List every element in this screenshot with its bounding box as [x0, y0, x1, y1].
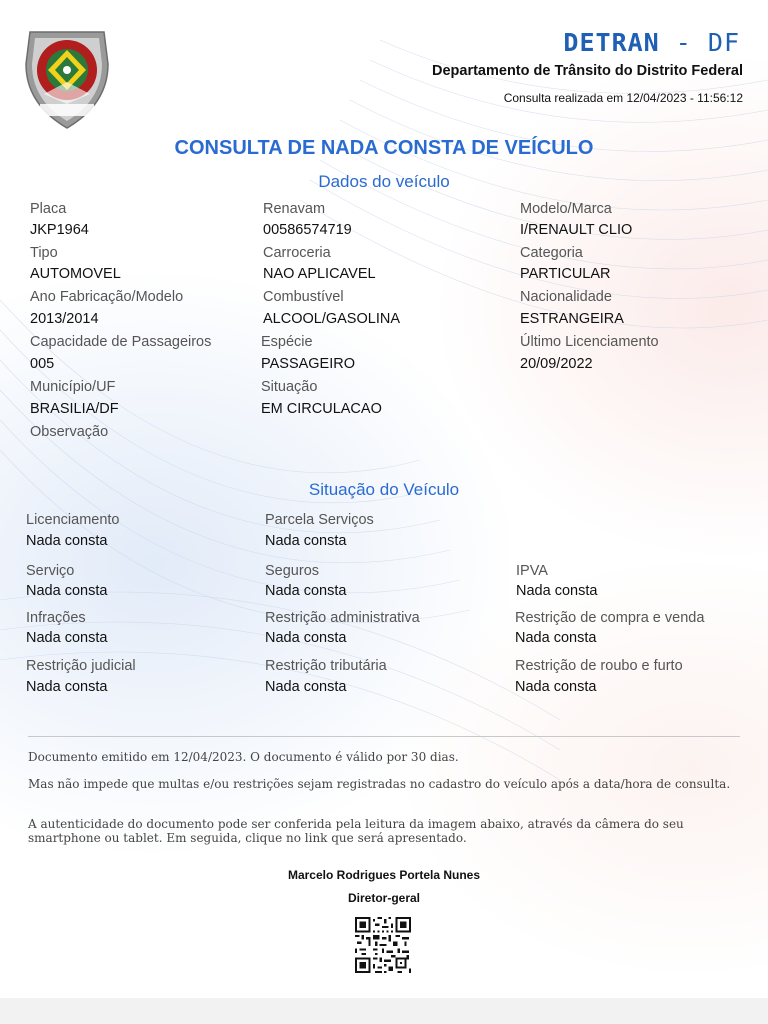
- carroceria-value: NAO APLICAVEL: [263, 266, 376, 282]
- authenticity-note: A autenticidade do documento pode ser conferida pela leitura da imagem abaixo, através da câmera do seu smartphone ou tablet. Em seguida, clique no link que será apresentado.: [28, 817, 684, 845]
- restricao-compra-venda-label: Restrição de compra e venda: [515, 610, 705, 626]
- signer-role: Diretor-geral: [347, 891, 421, 905]
- qr-code-icon[interactable]: [355, 917, 411, 973]
- document-title: CONSULTA DE NADA CONSTA DE VEÍCULO: [174, 137, 594, 159]
- vehicle-data-section-title: Dados do veículo: [318, 172, 450, 191]
- categoria-value: PARTICULAR: [520, 266, 611, 282]
- licenciamento-status-value: Nada consta: [26, 533, 108, 549]
- combustivel-label: Combustível: [263, 289, 344, 305]
- municipio-label: Município/UF: [30, 379, 116, 395]
- infracoes-value: Nada consta: [26, 630, 108, 646]
- placa-value: JKP1964: [30, 222, 89, 238]
- situacao-value: EM CIRCULACAO: [261, 401, 382, 417]
- restricao-judicial-label: Restrição judicial: [26, 658, 136, 674]
- combustivel-value: ALCOOL/GASOLINA: [263, 311, 400, 327]
- restricao-tributaria-value: Nada consta: [265, 679, 347, 695]
- tipo-value: AUTOMOVEL: [30, 266, 121, 282]
- licenciamento-status-label: Licenciamento: [26, 512, 120, 528]
- footer-divider: [28, 736, 740, 737]
- modelo-label: Modelo/Marca: [520, 201, 612, 217]
- especie-label: Espécie: [261, 334, 313, 350]
- brand-sub: DF: [707, 28, 740, 57]
- categoria-label: Categoria: [520, 245, 583, 261]
- restricao-roubo-furto-value: Nada consta: [515, 679, 597, 695]
- renavam-label: Renavam: [263, 201, 326, 217]
- ultimo-licenciamento-value: 20/09/2022: [520, 356, 593, 372]
- brand-main: DETRAN: [563, 28, 660, 57]
- situacao-label: Situação: [261, 379, 318, 395]
- restrictions-note: Mas não impede que multas e/ou restrições sejam registradas no cadastro do veículo após a data/hora de consulta.: [28, 777, 731, 791]
- ipva-value: Nada consta: [516, 583, 598, 599]
- brand-separator: -: [659, 28, 708, 57]
- restricao-tributaria-label: Restrição tributária: [265, 658, 387, 674]
- restricao-compra-venda-value: Nada consta: [515, 630, 597, 646]
- municipio-value: BRASILIA/DF: [30, 401, 119, 417]
- tipo-label: Tipo: [30, 245, 58, 261]
- signer-name: Marcelo Rodrigues Portela Nunes: [287, 868, 481, 882]
- restricao-judicial-value: Nada consta: [26, 679, 108, 695]
- carroceria-label: Carroceria: [263, 245, 331, 261]
- restricao-administrativa-value: Nada consta: [265, 630, 347, 646]
- infracoes-label: Infrações: [26, 610, 86, 626]
- restricao-roubo-furto-label: Restrição de roubo e furto: [515, 658, 683, 674]
- parcela-servicos-label: Parcela Serviços: [265, 512, 374, 528]
- parcela-servicos-value: Nada consta: [265, 533, 347, 549]
- ipva-label: IPVA: [516, 563, 548, 579]
- nacionalidade-value: ESTRANGEIRA: [520, 311, 624, 327]
- detran-df-brand: [563, 28, 740, 57]
- department-name: Departamento de Trânsito do Distrito Federal: [432, 63, 743, 79]
- modelo-value: I/RENAULT CLIO: [520, 222, 633, 238]
- renavam-value: 00586574719: [263, 222, 352, 238]
- vehicle-status-section-title: Situação do Veículo: [308, 480, 460, 499]
- nacionalidade-label: Nacionalidade: [520, 289, 612, 305]
- capacidade-value: 005: [30, 356, 55, 372]
- especie-value: PASSAGEIRO: [261, 356, 356, 372]
- seguros-label: Seguros: [265, 563, 320, 579]
- servico-value: Nada consta: [26, 583, 108, 599]
- observacao-label: Observação: [30, 424, 109, 440]
- capacidade-label: Capacidade de Passageiros: [30, 334, 212, 350]
- placa-label: Placa: [30, 201, 67, 217]
- servico-label: Serviço: [26, 563, 75, 579]
- ano-value: 2013/2014: [30, 311, 99, 327]
- ultimo-licenciamento-label: Último Licenciamento: [520, 334, 659, 350]
- validity-note: Documento emitido em 12/04/2023. O documento é válido por 30 dias.: [28, 750, 459, 764]
- ano-label: Ano Fabricação/Modelo: [30, 289, 184, 305]
- seguros-value: Nada consta: [265, 583, 347, 599]
- page-bottom-edge: [0, 998, 768, 1024]
- consultation-timestamp: Consulta realizada em 12/04/2023 - 11:56:12: [503, 91, 743, 105]
- detran-df-seal-icon: [22, 24, 112, 134]
- restricao-administrativa-label: Restrição administrativa: [265, 610, 420, 626]
